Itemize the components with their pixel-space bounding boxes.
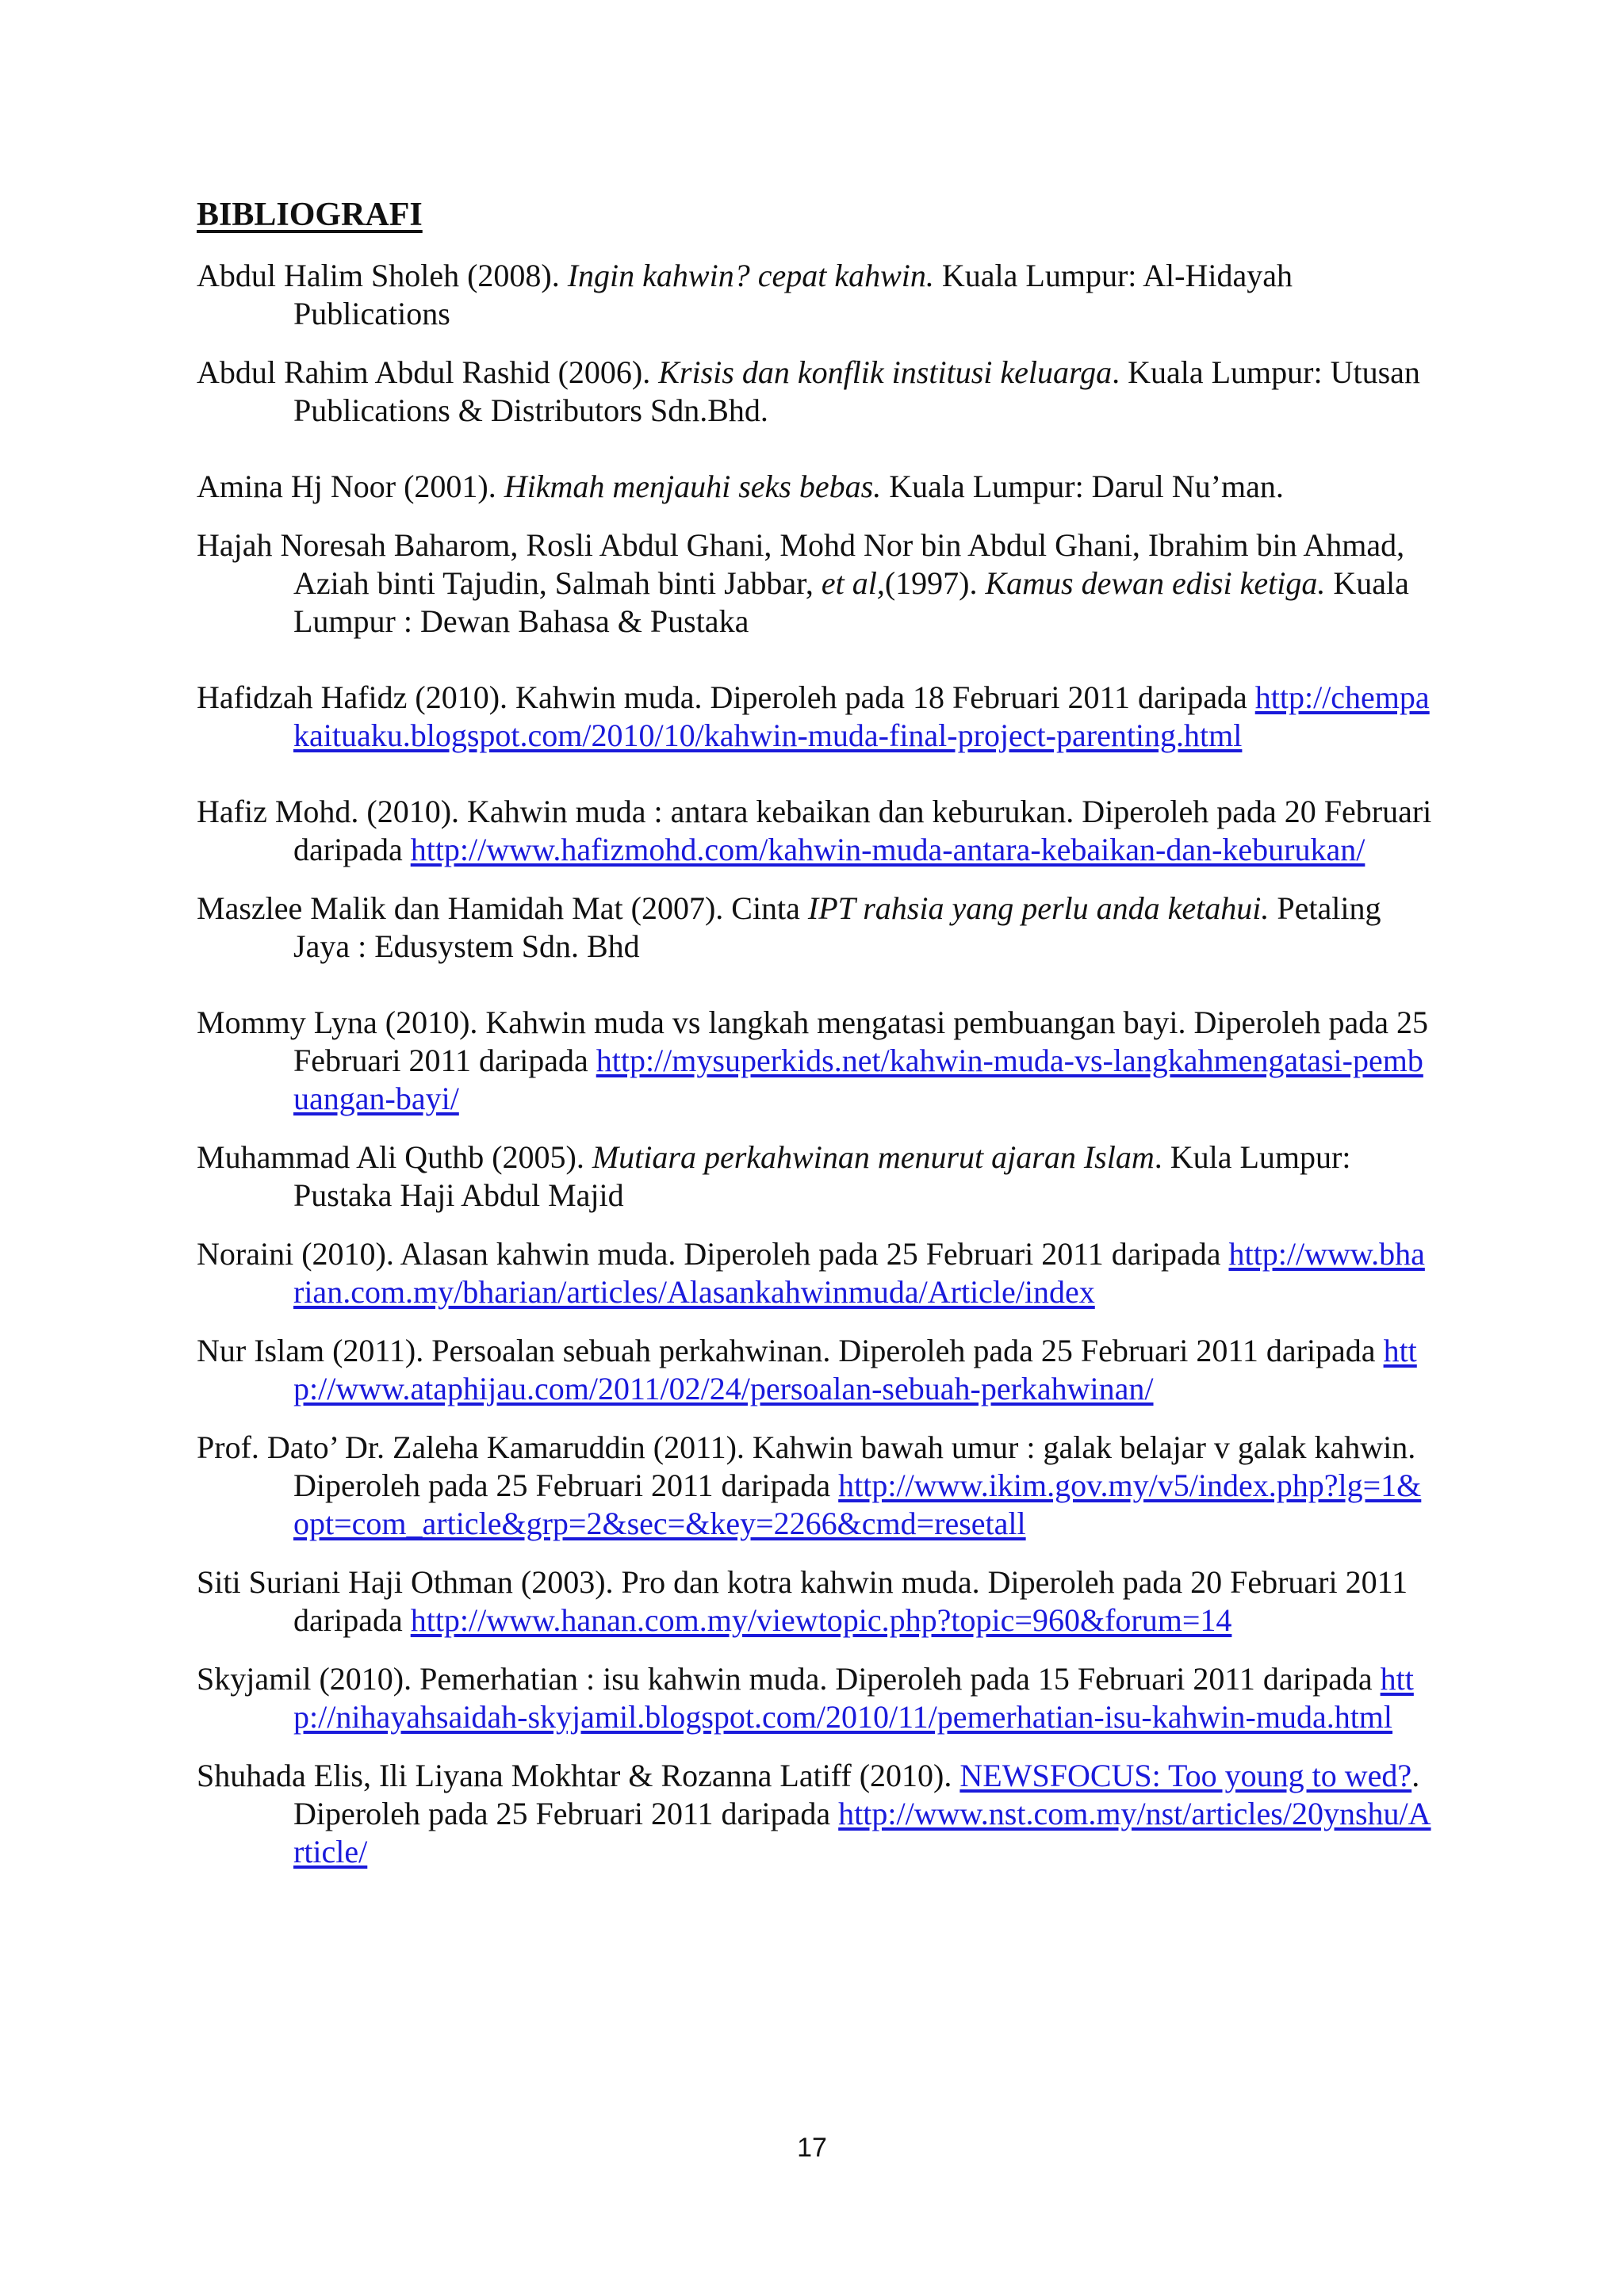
bibliography-entry [197,1332,1434,1408]
entry-text: Mommy Lyna (2010). Kahwin muda vs langkah mengatasi pembuangan bayi. Diperoleh pada 25 Februari 2011 daripada [197,1004,1428,1078]
entry-link[interactable]: http://www.ataphijau.com/2011/02/24/persoalan-sebuah-perkahwinan/ [293,1333,1417,1406]
bibliography-entry [197,354,1434,430]
entry-text: . Diperoleh pada 25 Februari 2011 daripada [293,1758,1420,1831]
bibliography-entry [197,468,1434,506]
bibliography-entry [197,1429,1434,1543]
entry-title: Kamus dewan edisi ketiga. [985,565,1326,601]
entry-title: Krisis dan konflik institusi keluarga [658,354,1113,390]
entry-publisher: . Kuala Lumpur: Utusan Publications & Distributors Sdn.Bhd. [293,354,1420,428]
entry-link[interactable]: http://mysuperkids.net/kahwin-muda-vs-langkahmengatasi-pembuangan-bayi/ [293,1043,1423,1116]
entry-text: Siti Suriani Haji Othman (2003). Pro dan kotra kahwin muda. Diperoleh pada 20 Februari 2011 daripada [197,1564,1408,1638]
bibliography-entry [197,679,1434,755]
entry-text: Hafiz Mohd. (2010). Kahwin muda : antara kebaikan dan keburukan. Diperoleh pada 20 Februari daripada [197,794,1432,867]
entry-author: Hajah Noresah Baharom, Rosli Abdul Ghani, Mohd Nor bin Abdul Ghani, Ibrahim bin Ahmad, Aziah binti Tajudin, Salmah binti Jabbar, [197,527,1405,601]
entry-text: Noraini (2010). Alasan kahwin muda. Diperoleh pada 25 Februari 2011 daripada [197,1236,1229,1272]
entry-text: Hafidzah Hafidz (2010). Kahwin muda. Diperoleh pada 18 Februari 2011 daripada [197,679,1255,715]
entry-text: Skyjamil (2010). Pemerhatian : isu kahwin muda. Diperoleh pada 15 Februari 2011 daripada [197,1661,1381,1697]
entry-author: Abdul Halim Sholeh (2008). [197,258,568,293]
bibliography-entry [197,257,1434,333]
entry-etal: et al, [821,565,885,601]
entry-link[interactable]: http://www.ikim.gov.my/v5/index.php?lg=1&opt=com_article&grp=2&sec=&key=2266&cmd=resetall [293,1468,1422,1541]
entry-text: Nur Islam (2011). Persoalan sebuah perkahwinan. Diperoleh pada 25 Februari 2011 daripada [197,1333,1384,1368]
bibliography-entry [197,1138,1434,1215]
bibliography-entry [197,1235,1434,1311]
entry-publisher: Kuala Lumpur : Dewan Bahasa & Pustaka [293,565,1409,639]
bibliography-entry [197,793,1434,869]
entry-author: Amina Hj Noor (2001). [197,469,504,504]
page-number: 17 [797,2133,827,2163]
entry-link[interactable]: http://nihayahsaidah-skyjamil.blogspot.com/2010/11/pemerhatian-isu-kahwin-muda.html [293,1661,1414,1735]
entry-link[interactable]: http://chempakaituaku.blogspot.com/2010/10/kahwin-muda-final-project-parenting.html [293,679,1430,753]
entry-link[interactable]: NEWSFOCUS: Too young to wed? [959,1758,1412,1793]
entry-title: IPT rahsia yang perlu anda ketahui. [807,890,1270,926]
entry-publisher: Kuala Lumpur: Darul Nu’man. [881,469,1284,504]
entry-link[interactable]: http://www.bharian.com.my/bharian/articles/Alasankahwinmuda/Article/index [293,1236,1425,1310]
entry-text: Shuhada Elis, Ili Liyana Mokhtar & Rozanna Latiff (2010). [197,1758,960,1793]
bibliography-entry [197,1563,1434,1640]
entry-year: (1997). [884,565,986,601]
bibliography-entry [197,1660,1434,1736]
page-heading: BIBLIOGRAFI [197,197,423,233]
entry-link[interactable]: http://www.nst.com.my/nst/articles/20ynshu/Article/ [293,1796,1431,1869]
entry-title: Mutiara perkahwinan menurut ajaran Islam [592,1139,1155,1175]
bibliography-entry [197,526,1434,641]
entry-author: Abdul Rahim Abdul Rashid (2006). [197,354,659,390]
bibliography-entry [197,890,1434,966]
bibliography-entry [197,1757,1434,1871]
entry-link[interactable]: http://www.hafizmohd.com/kahwin-muda-antara-kebaikan-dan-keburukan/ [410,832,1365,867]
entry-publisher: . Kula Lumpur: Pustaka Haji Abdul Majid [293,1139,1351,1213]
bibliography-entry [197,1004,1434,1118]
entry-publisher: Petaling Jaya : Edusystem Sdn. Bhd [293,890,1381,964]
entry-title: Hikmah menjauhi seks bebas. [504,469,882,504]
entry-link[interactable]: http://www.hanan.com.my/viewtopic.php?topic=960&forum=14 [410,1602,1232,1638]
entry-publisher: Kuala Lumpur: Al-Hidayah Publications [293,258,1293,331]
bibliography-list [197,257,1434,1871]
entry-title: Ingin kahwin? cepat kahwin. [567,258,934,293]
entry-author: Muhammad Ali Quthb (2005). [197,1139,592,1175]
entry-author: Maszlee Malik dan Hamidah Mat (2007). Cinta [197,890,808,926]
entry-text: Prof. Dato’ Dr. Zaleha Kamaruddin (2011). Kahwin bawah umur : galak belajar v galak kahwin. Diperoleh pada 25 Februari 2011 daripada [197,1429,1416,1503]
